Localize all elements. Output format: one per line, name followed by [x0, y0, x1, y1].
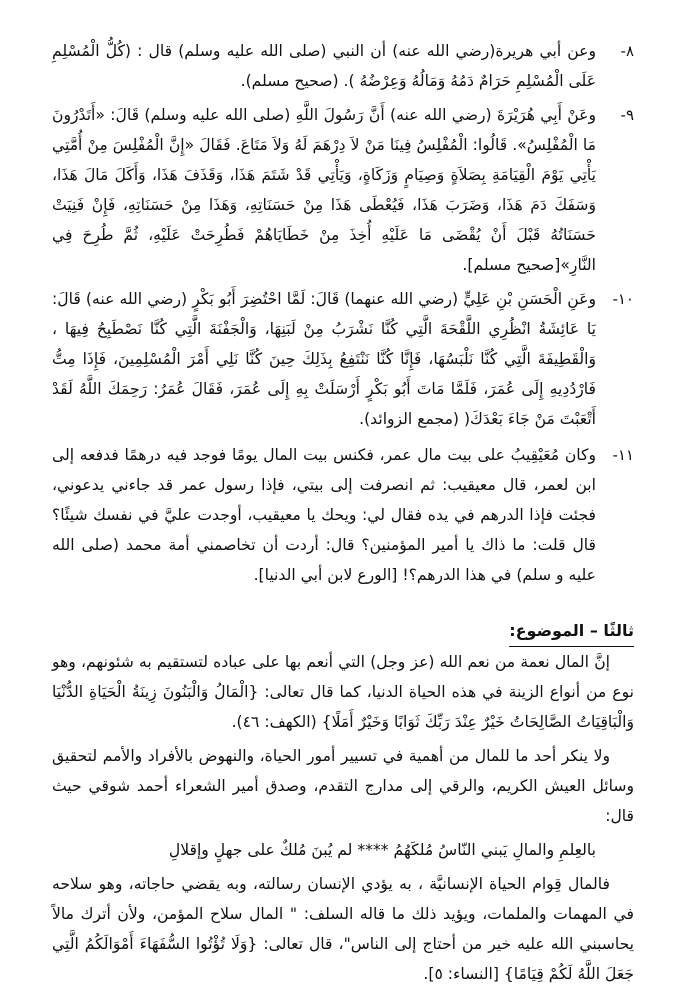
body-paragraph-3: فالمال قِوام الحياة الإنسانيَّة ، به يؤدي الإنسان رسالته، وبه يقضي حاجاته، وهو سلاحه في المهمات والملمات، ويؤيد ذلك ما قاله السلف: " المال سلاح المؤمن، ولأن أترك مالاً يحاسبني الله عليه خير من أحتاج إلى الناس"، قال تعالى: {وَلَا تُؤْتُوا السُّفَهَاءَ أَمْوَالَكُمُ الَّتِي جَعَلَ اللَّهُ لَكُمْ قِيَامًا} [النساء: ٥].: [52, 875, 634, 983]
body-paragraph-2: ولا ينكر أحد ما للمال من أهمية في تسيير أمور الحياة، والنهوض بالأفراد والأمم لتحقيق وسائل العيش الكريم، والرقي إلى مدارج التقدم، وصدق أمير الشعراء أحمد شوقي حيث قال:: [52, 747, 634, 825]
hadith-item-9: [52, 100, 634, 280]
poetry-verse: بالعِلمِ والمالِ يَبني النّاسُ مُلكَهُمُ **** لم يُبنَ مُلكٌ على جهلٍ وإقلالِ: [168, 841, 596, 859]
section-heading: ثالثًا – الموضوع:: [509, 616, 634, 647]
item-text: وعَنْ أَبِي هُرَيْرَةَ (رضي الله عنه) أَنَّ رَسُولَ اللَّهِ (صلى الله عليه وسلم) قَالَ: «أَتَدْرُونَ مَا الْمُفْلِسُ». قَالُوا: الْمُفْلِسُ فِينَا مَنْ لاَ دِرْهَمَ لَهُ وَلاَ مَتَاعَ. فَقَالَ «إِنَّ الْمُفْلِسَ مِنْ أُمَّتِي يَأْتِي يَوْمَ الْقِيَامَةِ بِصَلاَةٍ وَصِيَامٍ وَزَكَاةٍ، وَيَأْتِي قَدْ شَتَمَ هَذَا، وَقَذَفَ هَذَا، وَأَكَلَ مَالَ هَذَا، وَسَفَكَ دَمَ هَذَا، وَضَرَبَ هَذَا، فَيُعْطَى هَذَا مِنْ حَسَنَاتِهِ، وَهَذَا مِنْ حَسَنَاتِهِ، فَإِنْ فَنِيَتْ حَسَنَاتُهُ قَبْلَ أَنْ يُقْضَى مَا عَلَيْهِ أُخِذَ مِنْ خَطَايَاهُمْ فَطُرِحَتْ عَلَيْهِ، ثُمَّ طُرِحَ فِي النَّارِ»[صحيح مسلم].: [52, 106, 596, 274]
item-number: ١١-: [612, 446, 634, 464]
item-number: ٨-: [620, 42, 634, 60]
item-number: ٩-: [620, 106, 634, 124]
item-text: وعن أبي هريرة(رضي الله عنه) أن النبي (صلى الله عليه وسلم) قال : (كُلُّ الْمُسْلِمِ عَلَى الْمُسْلِمِ حَرَامٌ دَمُهُ وَمَالُهُ وَعِرْضُهُ ). (صحيح مسلم).: [52, 42, 596, 90]
hadith-item-11: [52, 440, 634, 590]
item-text: وكان مُعَيْقِيبُ على بيت مال عمر، فكنس بيت المال يومًا فوجد فيه درهمًا فدفعه إلى ابن لعمر، قال معيقيب: ثم انصرفت إلى بيتي، فإذا رسول عمر قد جاءني يدعوني، فجئت فإذا الدرهم في يده فقال لي: ويحك يا معيقيب، أوجدت عليَّ في نفسك شيئًا؟ قال قلت: ما ذاك يا أمير المؤمنين؟ قال: أردت أن تخاصمني أمة محمد (صلى الله عليه و سلم) في هذا الدرهم؟! [الورع لابن أبي الدنيا].: [52, 446, 596, 584]
hadith-item-10: [52, 284, 634, 434]
item-text: وعَنِ الْحَسَنِ بْنِ عَلِيٍّ (رضي الله عنهما) قَالَ: لَمَّا احْتُضِرَ أَبُو بَكْرٍ (رضي الله عنه) قَالَ: يَا عَائِشَةُ انْظُرِي اللَّقْحَةَ الَّتِي كُنَّا نَشْرَبُ مِنْ لَبَنِهَا، وَالْجَفْنَةَ الَّتِي كُنَّا نَصْطَبِحُ فِيهَا ، وَالْقَطِيفَةَ الَّتِي كُنَّا نَلْبَسُهَا، فَإِنَّا كُنَّا نَنْتَفِعُ بِذَلِكَ حِينَ كُنَّا نَلِي أَمْرَ الْمُسْلِمِينَ، فَإِذَا مِتُّ فَارْدُدِيهِ إِلَى عُمَرَ، فَلَمَّا مَاتَ أَبُو بَكْرٍ أَرْسَلَتْ بِهِ إِلَى عُمَرَ، فَقَالَ عُمَرُ: رَحِمَكَ اللَّهُ لَقَدْ أَتْعَبْتَ مَنْ جَاءَ بَعْدَكَ( (مجمع الزوائد).: [52, 290, 596, 428]
item-number: ١٠-: [612, 290, 634, 308]
hadith-item-8: [52, 36, 634, 96]
body-paragraph-1: إنَّ المال نعمة من نعم الله (عز وجل) التي أنعم بها على عباده لتستقيم به شئونهم، وهو نوع من أنواع الزينة في هذه الحياة الدنيا، كما قال تعالى: {الْمَالُ وَالْبَنُونَ زِينَةُ الْحَيَاةِ الدُّنْيَا وَالْبَاقِيَاتُ الصَّالِحَاتُ خَيْرٌ عِنْدَ رَبِّكَ ثَوَابًا وَخَيْرٌ أَمَلًا} (الكهف: ٤٦).: [52, 653, 634, 731]
